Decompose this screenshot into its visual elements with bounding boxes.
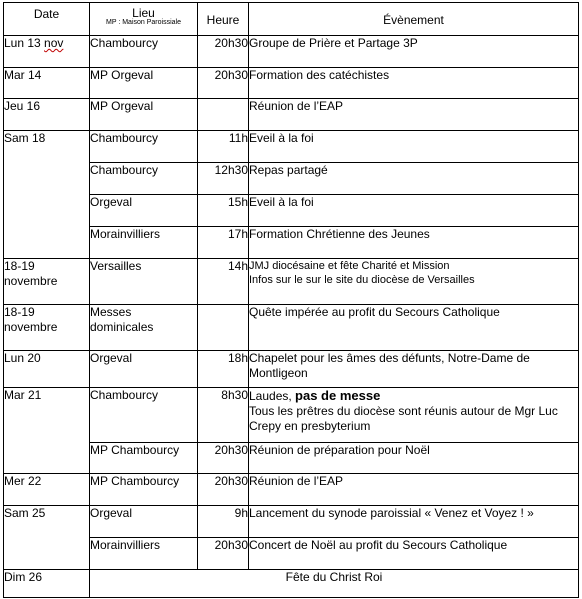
event-cell: Groupe de Prière et Partage 3P xyxy=(249,36,579,68)
table-row xyxy=(4,36,579,68)
lieu-cell: Chambourcy xyxy=(90,36,198,68)
table-row xyxy=(4,570,579,598)
event-cell: Réunion de préparation pour Noël xyxy=(249,443,579,474)
event-line: Tous les prêtres du diocèse sont réunis autour de Mgr Luc Crepy en presbyterium xyxy=(249,404,558,433)
lieu-cell: MP Orgeval xyxy=(90,68,198,99)
table-row xyxy=(4,474,579,506)
lieu-cell: Chambourcy xyxy=(90,388,198,443)
date-cell: Mer 22 xyxy=(4,474,90,506)
date-cell: Sam 18 xyxy=(4,131,90,259)
heure-cell xyxy=(198,305,249,351)
header-lieu-note: MP : Maison Paroissiale xyxy=(106,19,181,26)
event-cell: Quête impérée au profit du Secours Catholique xyxy=(249,305,579,351)
table-row xyxy=(4,538,579,570)
table-row xyxy=(4,259,579,305)
table-row xyxy=(4,388,579,443)
lieu-cell: MP Orgeval xyxy=(90,99,198,131)
event-cell: Chapelet pour les âmes des défunts, Notre-Dame de Montligeon xyxy=(249,351,579,388)
date-cell: Sam 25 xyxy=(4,506,90,570)
table-row xyxy=(4,68,579,99)
table-row xyxy=(4,131,579,163)
heure-cell: 20h30 xyxy=(198,474,249,506)
event-cell: Fête du Christ Roi xyxy=(90,570,579,598)
lieu-cell: Orgeval xyxy=(90,506,198,538)
heure-cell: 11h xyxy=(198,131,249,163)
heure-cell: 20h30 xyxy=(198,538,249,570)
heure-cell xyxy=(198,99,249,131)
event-cell: Réunion de l’EAP xyxy=(249,99,579,131)
header-evenement: Évènement xyxy=(249,3,579,36)
heure-cell: 12h30 xyxy=(198,163,249,195)
heure-cell: 20h30 xyxy=(198,36,249,68)
lieu-cell: MP Chambourcy xyxy=(90,474,198,506)
table-row xyxy=(4,99,579,131)
table-row xyxy=(4,305,579,351)
heure-cell: 9h xyxy=(198,506,249,538)
date-cell-spellcheck: nov xyxy=(44,36,64,50)
date-cell: Lun 13 nov xyxy=(4,36,90,68)
heure-cell: 20h30 xyxy=(198,68,249,99)
lieu-cell: Orgeval xyxy=(90,195,198,227)
date-cell: Mar 21 xyxy=(4,388,90,474)
event-cell: Eveil à la foi xyxy=(249,131,579,163)
event-cell: Eveil à la foi xyxy=(249,195,579,227)
event-cell xyxy=(249,259,579,305)
heure-cell: 8h30 xyxy=(198,388,249,443)
date-cell: Jeu 16 xyxy=(4,99,90,131)
table-row xyxy=(4,163,579,195)
lieu-cell: Morainvilliers xyxy=(90,227,198,259)
event-cell: Formation des catéchistes xyxy=(249,68,579,99)
event-line: Infos sur le sur le site du diocèse de Versailles xyxy=(249,274,475,286)
lieu-cell: Morainvilliers xyxy=(90,538,198,570)
heure-cell: 17h xyxy=(198,227,249,259)
table-row xyxy=(4,195,579,227)
event-cell xyxy=(249,388,579,443)
date-cell: Mar 14 xyxy=(4,68,90,99)
table-row xyxy=(4,351,579,388)
table-row xyxy=(4,227,579,259)
heure-cell: 18h xyxy=(198,351,249,388)
header-date: Date xyxy=(4,3,90,36)
event-cell: Lancement du synode paroissial « Venez et Voyez ! » xyxy=(249,506,579,538)
event-cell: Réunion de l’EAP xyxy=(249,474,579,506)
event-cell: Concert de Noël au profit du Secours Catholique xyxy=(249,538,579,570)
lieu-cell: Chambourcy xyxy=(90,131,198,163)
lieu-cell: Messes dominicales xyxy=(90,305,198,351)
event-line: JMJ diocésaine et fête Charité et Mission xyxy=(249,260,450,272)
header-heure: Heure xyxy=(198,3,249,36)
lieu-cell: Chambourcy xyxy=(90,163,198,195)
lieu-cell: Versailles xyxy=(90,259,198,305)
event-cell: Formation Chrétienne des Jeunes xyxy=(249,227,579,259)
heure-cell: 15h xyxy=(198,195,249,227)
table-row xyxy=(4,443,579,474)
date-cell: Dim 26 xyxy=(4,570,90,598)
schedule-table xyxy=(3,2,579,598)
header-lieu xyxy=(90,3,198,36)
event-emphasis: pas de messe xyxy=(295,388,381,403)
lieu-cell: MP Chambourcy xyxy=(90,443,198,474)
table-row xyxy=(4,506,579,538)
date-cell: Lun 20 xyxy=(4,351,90,388)
date-cell: 18-19 novembre xyxy=(4,305,90,351)
header-lieu-label: Lieu xyxy=(132,6,155,20)
event-line: Laudes, pas de messe xyxy=(249,388,381,403)
date-cell: 18-19 novembre xyxy=(4,259,90,305)
lieu-cell: Orgeval xyxy=(90,351,198,388)
event-cell: Repas partagé xyxy=(249,163,579,195)
heure-cell: 20h30 xyxy=(198,443,249,474)
header-row xyxy=(4,3,579,36)
heure-cell: 14h xyxy=(198,259,249,305)
